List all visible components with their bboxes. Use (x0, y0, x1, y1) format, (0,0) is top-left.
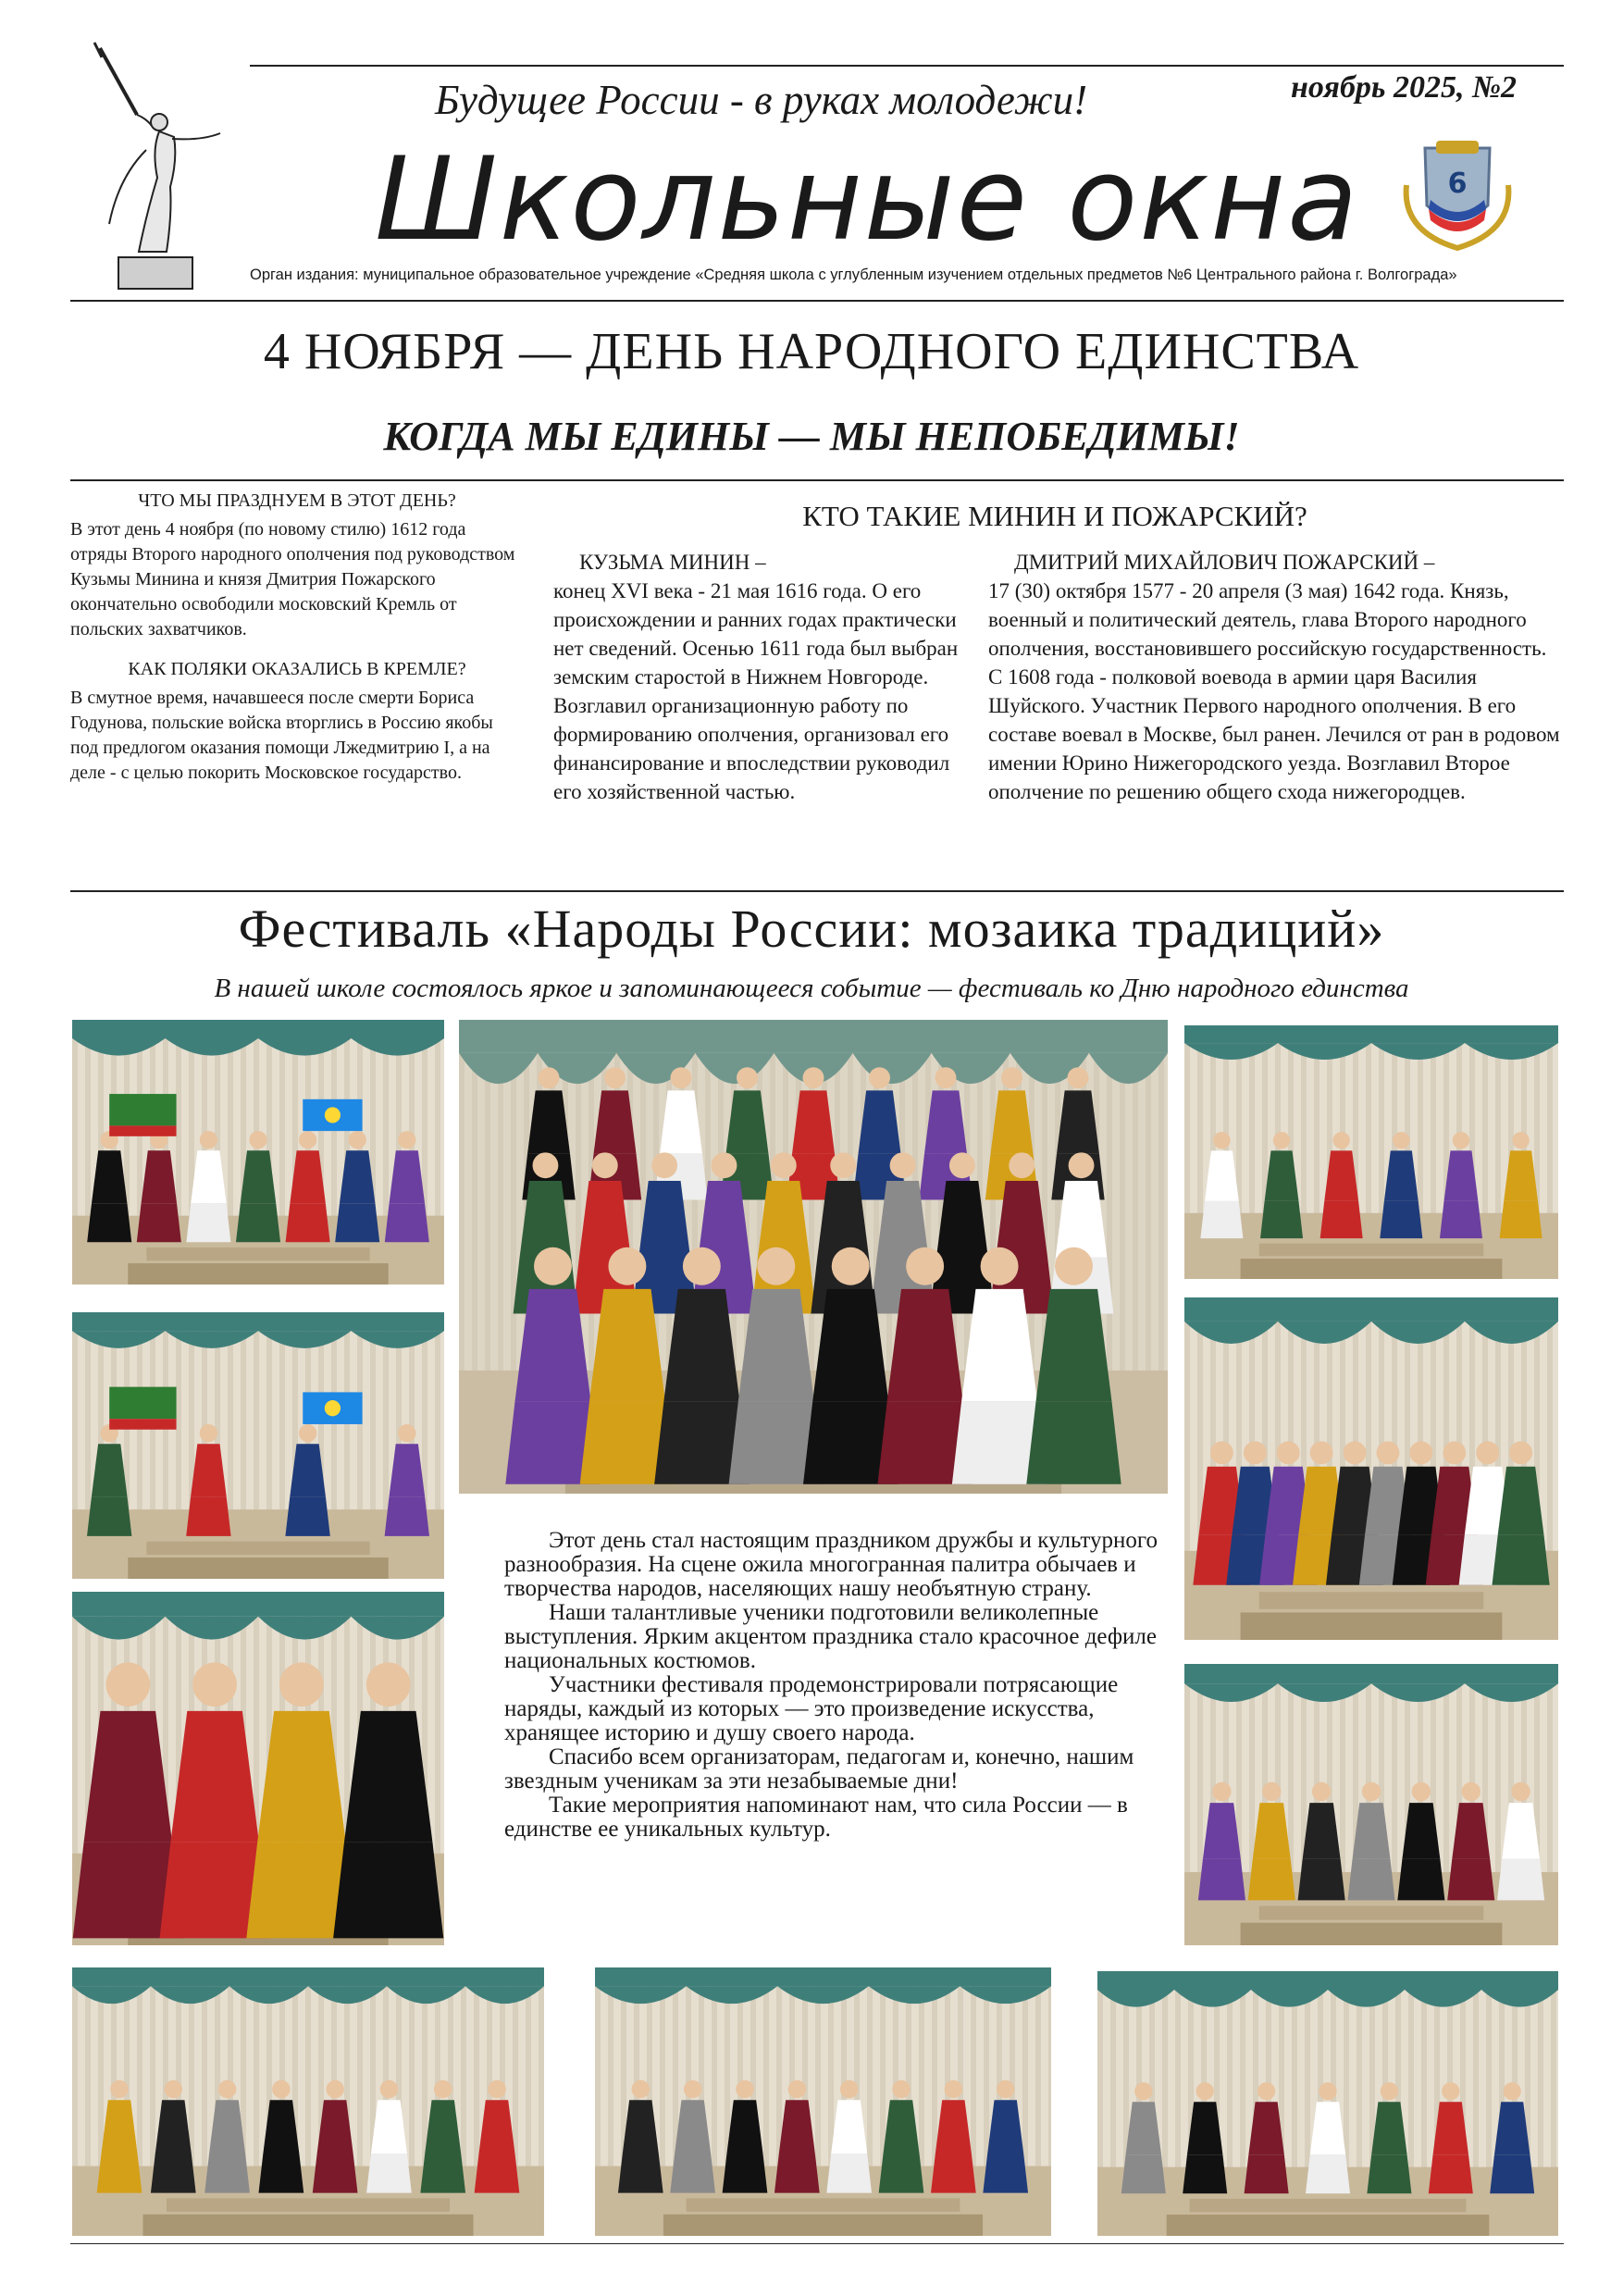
story-paragraph: Такие мероприятия напоминают нам, что сила России — в единстве ее уникальных культур. (504, 1793, 1128, 1842)
publisher-line: Орган издания: муниципальное образовательное учреждение «Средняя школа с углубленным изучением отдельных предметов №6 Центрального района г. Волгограда» (250, 267, 1457, 283)
minin-column (553, 548, 960, 806)
emblem-number: 6 (1447, 168, 1468, 200)
festival-story (504, 1529, 1171, 1842)
answer-text: В смутное время, начавшееся после смерти Бориса Годунова, польские войска вторглись в Россию якобы под предлогом оказания помощи Лжедмитрию I, а на деле - с целью покорить Московское государство. (70, 688, 493, 783)
festival-photo (595, 1967, 1051, 2236)
section-rule-1 (70, 479, 1564, 481)
section-rule-2 (70, 890, 1564, 892)
masthead-bottom-rule (70, 300, 1564, 302)
question-heading: КАК ПОЛЯКИ ОКАЗАЛИСЬ В КРЕМЛЕ? (128, 659, 466, 679)
festival-photo (1184, 1664, 1558, 1945)
story-paragraph: Этот день стал настоящим праздником дружбы и культурного разнообразия. На сцене ожила многогранная палитра обычаев и творчества народов, населяющих нашу необъятную страну. (504, 1528, 1158, 1601)
festival-subtitle: В нашей школе состоялось яркое и запоминающееся событие — фестиваль ко Дню народного единства (214, 974, 1409, 1003)
minin-text: конец XVI века - 21 мая 1616 года. О его происхождении и ранних годах практически нет сведений. Осенью 1611 года был выбран земским старостой в Нижнем Новгороде. Возглавил организационную работу по формированию ополчения, организовал его финансирование и впоследствии руководил его хозяйственной частью. (553, 579, 959, 803)
answer-text: В этот день 4 ноября (по новому стилю) 1612 года отряды Второго народного ополчения под руководством Кузьмы Минина и князя Дмитрия Пожарского окончательно освободили московский Кремль от польских захватчиков. (70, 519, 515, 639)
pozharsky-column (988, 548, 1564, 806)
holiday-left-column (70, 490, 524, 802)
holiday-subheadline: КОГДА МЫ ЕДИНЫ — МЫ НЕПОБЕДИМЫ! (383, 414, 1240, 459)
festival-photo (72, 1592, 444, 1945)
bottom-rule (70, 2243, 1564, 2244)
festival-photo (1184, 1297, 1558, 1640)
festival-photo (72, 1312, 444, 1579)
newspaper-title: Школьные окна (375, 133, 1360, 267)
festival-photo (72, 1967, 544, 2236)
festival-photo (72, 1020, 444, 1285)
question-heading: ЧТО МЫ ПРАЗДНУЕМ В ЭТОТ ДЕНЬ? (138, 490, 456, 511)
masthead-top-rule (250, 65, 1564, 67)
motherland-calls-statue-icon (81, 30, 229, 296)
story-paragraph: Участники фестиваля продемонстрировали потрясающие наряды, каждый из которых — это произведение искусства, хранящее историю и душу своего народа. (504, 1672, 1119, 1745)
holiday-headline: 4 НОЯБРЯ — ДЕНЬ НАРОДНОГО ЕДИНСТВА (263, 323, 1360, 380)
pozharsky-name: ДМИТРИЙ МИХАЙЛОВИЧ ПОЖАРСКИЙ – (1014, 551, 1435, 574)
festival-photo (1184, 1025, 1558, 1279)
issue-number: ноябрь 2025, №2 (1291, 70, 1518, 105)
minin-name: КУЗЬМА МИНИН – (579, 551, 766, 574)
pozharsky-text: 17 (30) октября 1577 - 20 апреля (3 мая) 1642 года. Князь, военный и политический деятель, глава Второго народного ополчения, восстановившего российскую государственность. С 1608 года - полковой воевода в армии царя Василия Шуйского. Участник Первого народного ополчения. В его составе воевал в Москве, был ранен. Лечился от ран в родовом имении Юрино Нижегородского уезда. Возглавил Второе ополчение по решению общего схода нижегородцев. (988, 579, 1560, 803)
festival-photo (459, 1020, 1168, 1494)
festival-photo (1097, 1971, 1558, 2236)
school-crest-icon (1388, 120, 1527, 259)
festival-title: Фестиваль «Народы России: мозаика традиций» (238, 899, 1385, 959)
story-paragraph: Спасибо всем организаторам, педагогам и, конечно, нашим звездным ученикам за эти незабываемые дни! (504, 1744, 1134, 1793)
minin-pozharsky-heading: КТО ТАКИЕ МИНИН И ПОЖАРСКИЙ? (802, 500, 1307, 532)
slogan: Будущее России - в руках молодежи! (435, 77, 1088, 123)
story-paragraph: Наши талантливые ученики подготовили великолепные выступления. Ярким акцентом праздника стало красочное дефиле национальных костюмов. (504, 1600, 1157, 1673)
